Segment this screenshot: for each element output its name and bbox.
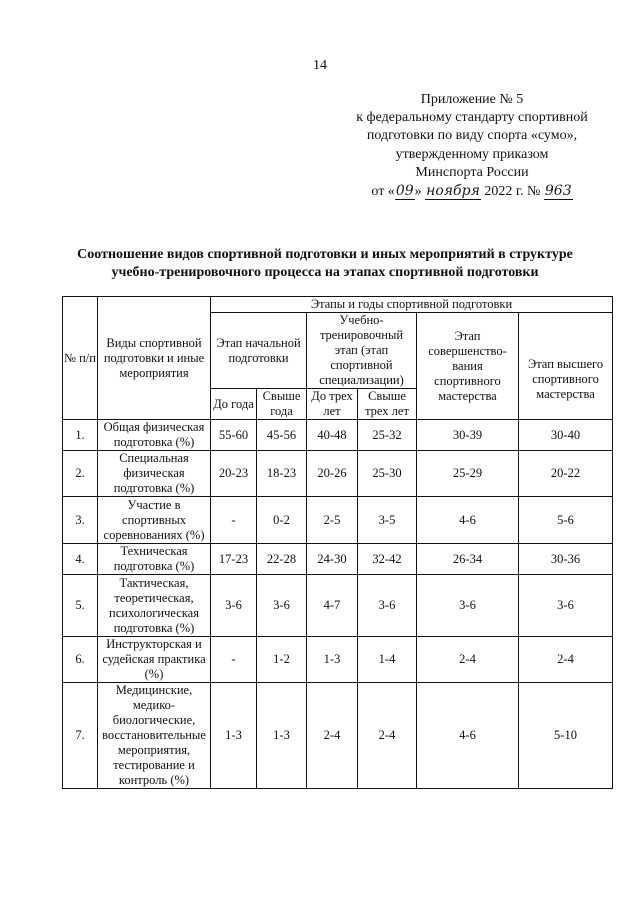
row-name: Общая физическая подготовка (%) xyxy=(98,420,211,451)
row-num: 7. xyxy=(63,683,98,789)
appendix-line: утвержденному приказом xyxy=(395,146,549,162)
appendix-line: Минспорта России xyxy=(415,164,529,180)
cell-value: 3-5 xyxy=(358,497,417,544)
cell-value: 0-2 xyxy=(257,497,307,544)
cell-value: 5-10 xyxy=(519,683,613,789)
title-line: учебно-тренировочного процесса на этапах спортивной подготовки xyxy=(111,265,539,280)
cell-value: 25-29 xyxy=(417,451,519,497)
cell-value: 4-6 xyxy=(417,683,519,789)
cell-value: 2-4 xyxy=(417,637,519,683)
table-row xyxy=(63,497,613,544)
appendix-title: Приложение № 5 xyxy=(420,92,524,107)
date-prefix: от « xyxy=(371,184,395,200)
header-stage-initial: Этап начальной подготовки xyxy=(211,313,307,389)
cell-value: 20-22 xyxy=(519,451,613,497)
row-num: 3. xyxy=(63,497,98,544)
cell-value: 1-2 xyxy=(257,637,307,683)
cell-value: 1-3 xyxy=(211,683,257,789)
cell-value: 26-34 xyxy=(417,544,519,575)
cell-value: 18-23 xyxy=(257,451,307,497)
cell-value: 4-6 xyxy=(417,497,519,544)
cell-value: 30-40 xyxy=(519,420,613,451)
row-name: Тактическая, теоретическая, психологическая подготовка (%) xyxy=(98,575,211,637)
cell-value: 45-56 xyxy=(257,420,307,451)
row-num: 1. xyxy=(63,420,98,451)
cell-value: 25-30 xyxy=(358,451,417,497)
table-row xyxy=(63,637,613,683)
document-title xyxy=(40,246,610,282)
cell-value: 20-23 xyxy=(211,451,257,497)
cell-value: 3-6 xyxy=(417,575,519,637)
cell-value: 3-6 xyxy=(257,575,307,637)
cell-value: 2-4 xyxy=(307,683,358,789)
cell-value: 1-3 xyxy=(307,637,358,683)
cell-value: 3-6 xyxy=(519,575,613,637)
row-num: 2. xyxy=(63,451,98,497)
cell-value: 22-28 xyxy=(257,544,307,575)
row-num: 4. xyxy=(63,544,98,575)
cell-value: 24-30 xyxy=(307,544,358,575)
header-stage-higher: Этап высшего спортивного мастерства xyxy=(519,313,613,420)
cell-value: 20-26 xyxy=(307,451,358,497)
row-name: Инструкторская и судейская практика (%) xyxy=(98,637,211,683)
cell-value: 30-39 xyxy=(417,420,519,451)
table-row xyxy=(63,451,613,497)
cell-value: 30-36 xyxy=(519,544,613,575)
header-stage-training: Учебно-тренировочный этап (этап спортивной специализации) xyxy=(307,313,417,389)
header-row xyxy=(63,297,613,313)
date-mid: » xyxy=(414,184,422,200)
header-over-three: Свыше трех лет xyxy=(358,389,417,420)
cell-value: - xyxy=(211,637,257,683)
appendix-block xyxy=(330,91,614,201)
cell-value: 3-6 xyxy=(358,575,417,637)
cell-value: 3-6 xyxy=(211,575,257,637)
row-name: Медицинские, медико-биологические, восстановительные мероприятия, тестирование и контроль (%) xyxy=(98,683,211,789)
row-name: Специальная физическая подготовка (%) xyxy=(98,451,211,497)
table-row xyxy=(63,544,613,575)
header-num: № п/п xyxy=(63,297,98,420)
cell-value: 2-5 xyxy=(307,497,358,544)
row-name: Участие в спортивных соревнованиях (%) xyxy=(98,497,211,544)
title-line: Соотношение видов спортивной подготовки и иных мероприятий в структуре xyxy=(77,247,573,262)
year-text: 2022 г. № xyxy=(484,184,541,200)
cell-value: 1-3 xyxy=(257,683,307,789)
appendix-line: к федеральному стандарту спортивной xyxy=(356,110,588,126)
cell-value: 55-60 xyxy=(211,420,257,451)
cell-value: 5-6 xyxy=(519,497,613,544)
row-name: Техническая подготовка (%) xyxy=(98,544,211,575)
cell-value: 25-32 xyxy=(358,420,417,451)
header-upto-three: До трех лет xyxy=(307,389,358,420)
cell-value: 32-42 xyxy=(358,544,417,575)
cell-value: 2-4 xyxy=(519,637,613,683)
order-date-line xyxy=(330,182,614,201)
cell-value: 4-7 xyxy=(307,575,358,637)
cell-value: 1-4 xyxy=(358,637,417,683)
row-num: 5. xyxy=(63,575,98,637)
header-over-year: Свыше года xyxy=(257,389,307,420)
header-stage-perfection: Этап совершенство-вания спортивного мастерства xyxy=(417,313,519,420)
handwritten-order-number: 963 xyxy=(544,183,572,200)
ratio-table xyxy=(62,296,613,789)
table-row xyxy=(63,420,613,451)
header-stages-years: Этапы и годы спортивной подготовки xyxy=(211,297,613,313)
table-row xyxy=(63,683,613,789)
row-num: 6. xyxy=(63,637,98,683)
cell-value: 40-48 xyxy=(307,420,358,451)
cell-value: - xyxy=(211,497,257,544)
cell-value: 2-4 xyxy=(358,683,417,789)
cell-value: 17-23 xyxy=(211,544,257,575)
handwritten-month: ноября xyxy=(426,183,480,200)
header-kinds: Виды спортивной подготовки и иные мероприятия xyxy=(98,297,211,420)
page-number: 14 xyxy=(313,58,327,73)
handwritten-day: 09 xyxy=(395,183,414,200)
appendix-line: подготовки по виду спорта «сумо», xyxy=(366,128,578,144)
table-row xyxy=(63,575,613,637)
header-upto-year: До года xyxy=(211,389,257,420)
